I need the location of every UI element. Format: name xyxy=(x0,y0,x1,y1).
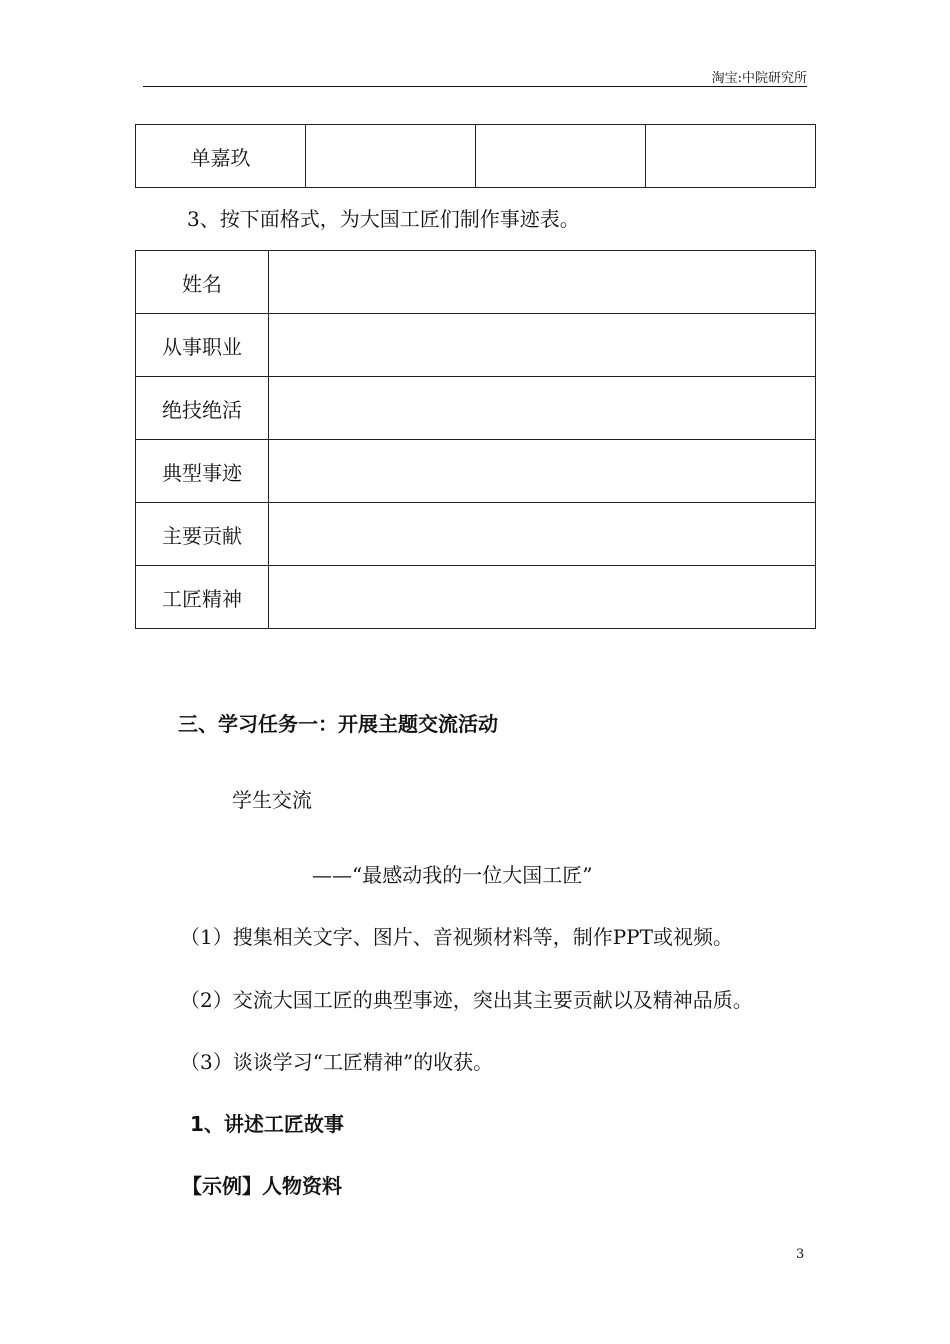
row-label: 从事职业 xyxy=(136,314,269,377)
row-value xyxy=(269,440,816,503)
page-header: 淘宝:中院研究所 xyxy=(711,71,807,86)
list-item: （2）交流大国工匠的典型事迹，突出其主要贡献以及精神品质。 xyxy=(180,988,753,1012)
example-heading: 【示例】人物资料 xyxy=(182,1174,342,1198)
row-label: 典型事迹 xyxy=(136,440,269,503)
row-value xyxy=(269,314,816,377)
table-row xyxy=(136,566,816,629)
table-row xyxy=(136,125,816,188)
deeds-table xyxy=(135,250,816,629)
row-value xyxy=(269,251,816,314)
row-label: 姓名 xyxy=(136,251,269,314)
header-rule xyxy=(143,86,807,87)
section-3-topic: ——“最感动我的一位大国工匠” xyxy=(312,863,593,887)
craftsman-table-continued xyxy=(135,124,816,188)
table-row xyxy=(136,314,816,377)
table-row xyxy=(136,377,816,440)
section-3-heading: 三、学习任务一：开展主题交流活动 xyxy=(178,712,498,736)
table-row xyxy=(136,251,816,314)
section-3-sub: 学生交流 xyxy=(232,788,312,812)
row-label: 工匠精神 xyxy=(136,566,269,629)
instruction-3: 3、按下面格式，为大国工匠们制作事迹表。 xyxy=(187,207,580,231)
subsection-1-heading: 1、讲述工匠故事 xyxy=(190,1112,344,1136)
table-cell xyxy=(476,125,646,188)
table-cell xyxy=(646,125,816,188)
table-cell-name: 单嘉玖 xyxy=(136,125,306,188)
row-label: 主要贡献 xyxy=(136,503,269,566)
table-row xyxy=(136,503,816,566)
row-value xyxy=(269,377,816,440)
row-label: 绝技绝活 xyxy=(136,377,269,440)
list-item: （3）谈谈学习“工匠精神”的收获。 xyxy=(180,1050,494,1074)
row-value xyxy=(269,503,816,566)
page-number: 3 xyxy=(796,1247,805,1262)
table-cell xyxy=(306,125,476,188)
table-row xyxy=(136,440,816,503)
row-value xyxy=(269,566,816,629)
list-item: （1）搜集相关文字、图片、音视频材料等，制作PPT或视频。 xyxy=(180,925,733,949)
